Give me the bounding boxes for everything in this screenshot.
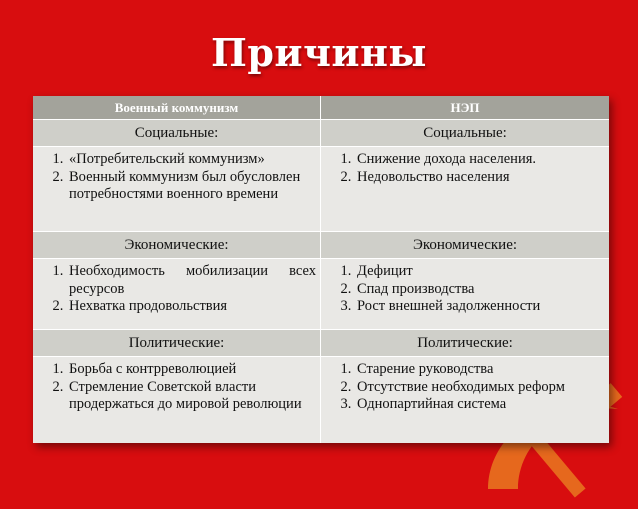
cell-left [33, 259, 321, 330]
section-row-social [33, 120, 609, 147]
list-item: 3. Однопартийная система [355, 396, 605, 414]
slide-title: Причины [210, 30, 428, 75]
cell-right [321, 147, 609, 232]
list-item: 2. Стремление Советской власти продержаться до мировой революции [67, 379, 316, 414]
list-item: 2. Нехватка продовольствия [67, 298, 316, 316]
section-label: Экономические: [33, 232, 321, 259]
cell-right [321, 357, 609, 443]
section-label: Социальные: [321, 120, 609, 147]
reason-list [41, 263, 316, 316]
list-item: 2. Недовольство населения [355, 169, 605, 187]
list-item: 1. «Потребительский коммунизм» [67, 151, 316, 169]
list-item: 1. Старение руководства [355, 361, 605, 379]
reason-list [41, 361, 316, 414]
column-header-nep: НЭП [321, 96, 609, 120]
list-item: 1. Снижение дохода населения. [355, 151, 605, 169]
content-row-social [33, 147, 609, 232]
cell-left [33, 147, 321, 232]
table-header-row [33, 96, 609, 120]
list-item: 1. Необходимость мобилизации всех ресурсов [67, 263, 316, 298]
list-item: 2. Спад производства [355, 281, 605, 299]
list-item: 3. Рост внешней задолженности [355, 298, 605, 316]
column-header-war-communism: Военный коммунизм [33, 96, 321, 120]
content-row-political [33, 357, 609, 443]
comparison-table [33, 96, 609, 443]
content-row-economic [33, 259, 609, 330]
section-row-economic [33, 232, 609, 259]
reason-list [329, 151, 605, 186]
reason-list [41, 151, 316, 204]
list-item: 1. Дефицит [355, 263, 605, 281]
cell-right [321, 259, 609, 330]
list-item: 2. Отсутствие необходимых реформ [355, 379, 605, 397]
reason-list [329, 263, 605, 316]
reason-list [329, 361, 605, 414]
section-label: Политические: [33, 330, 321, 357]
section-label: Социальные: [33, 120, 321, 147]
section-label: Политические: [321, 330, 609, 357]
list-item: 1. Борьба с контрреволюцией [67, 361, 316, 379]
list-item: 2. Военный коммунизм был обусловлен потребностями военного времени [67, 169, 316, 204]
section-row-political [33, 330, 609, 357]
section-label: Экономические: [321, 232, 609, 259]
cell-left [33, 357, 321, 443]
